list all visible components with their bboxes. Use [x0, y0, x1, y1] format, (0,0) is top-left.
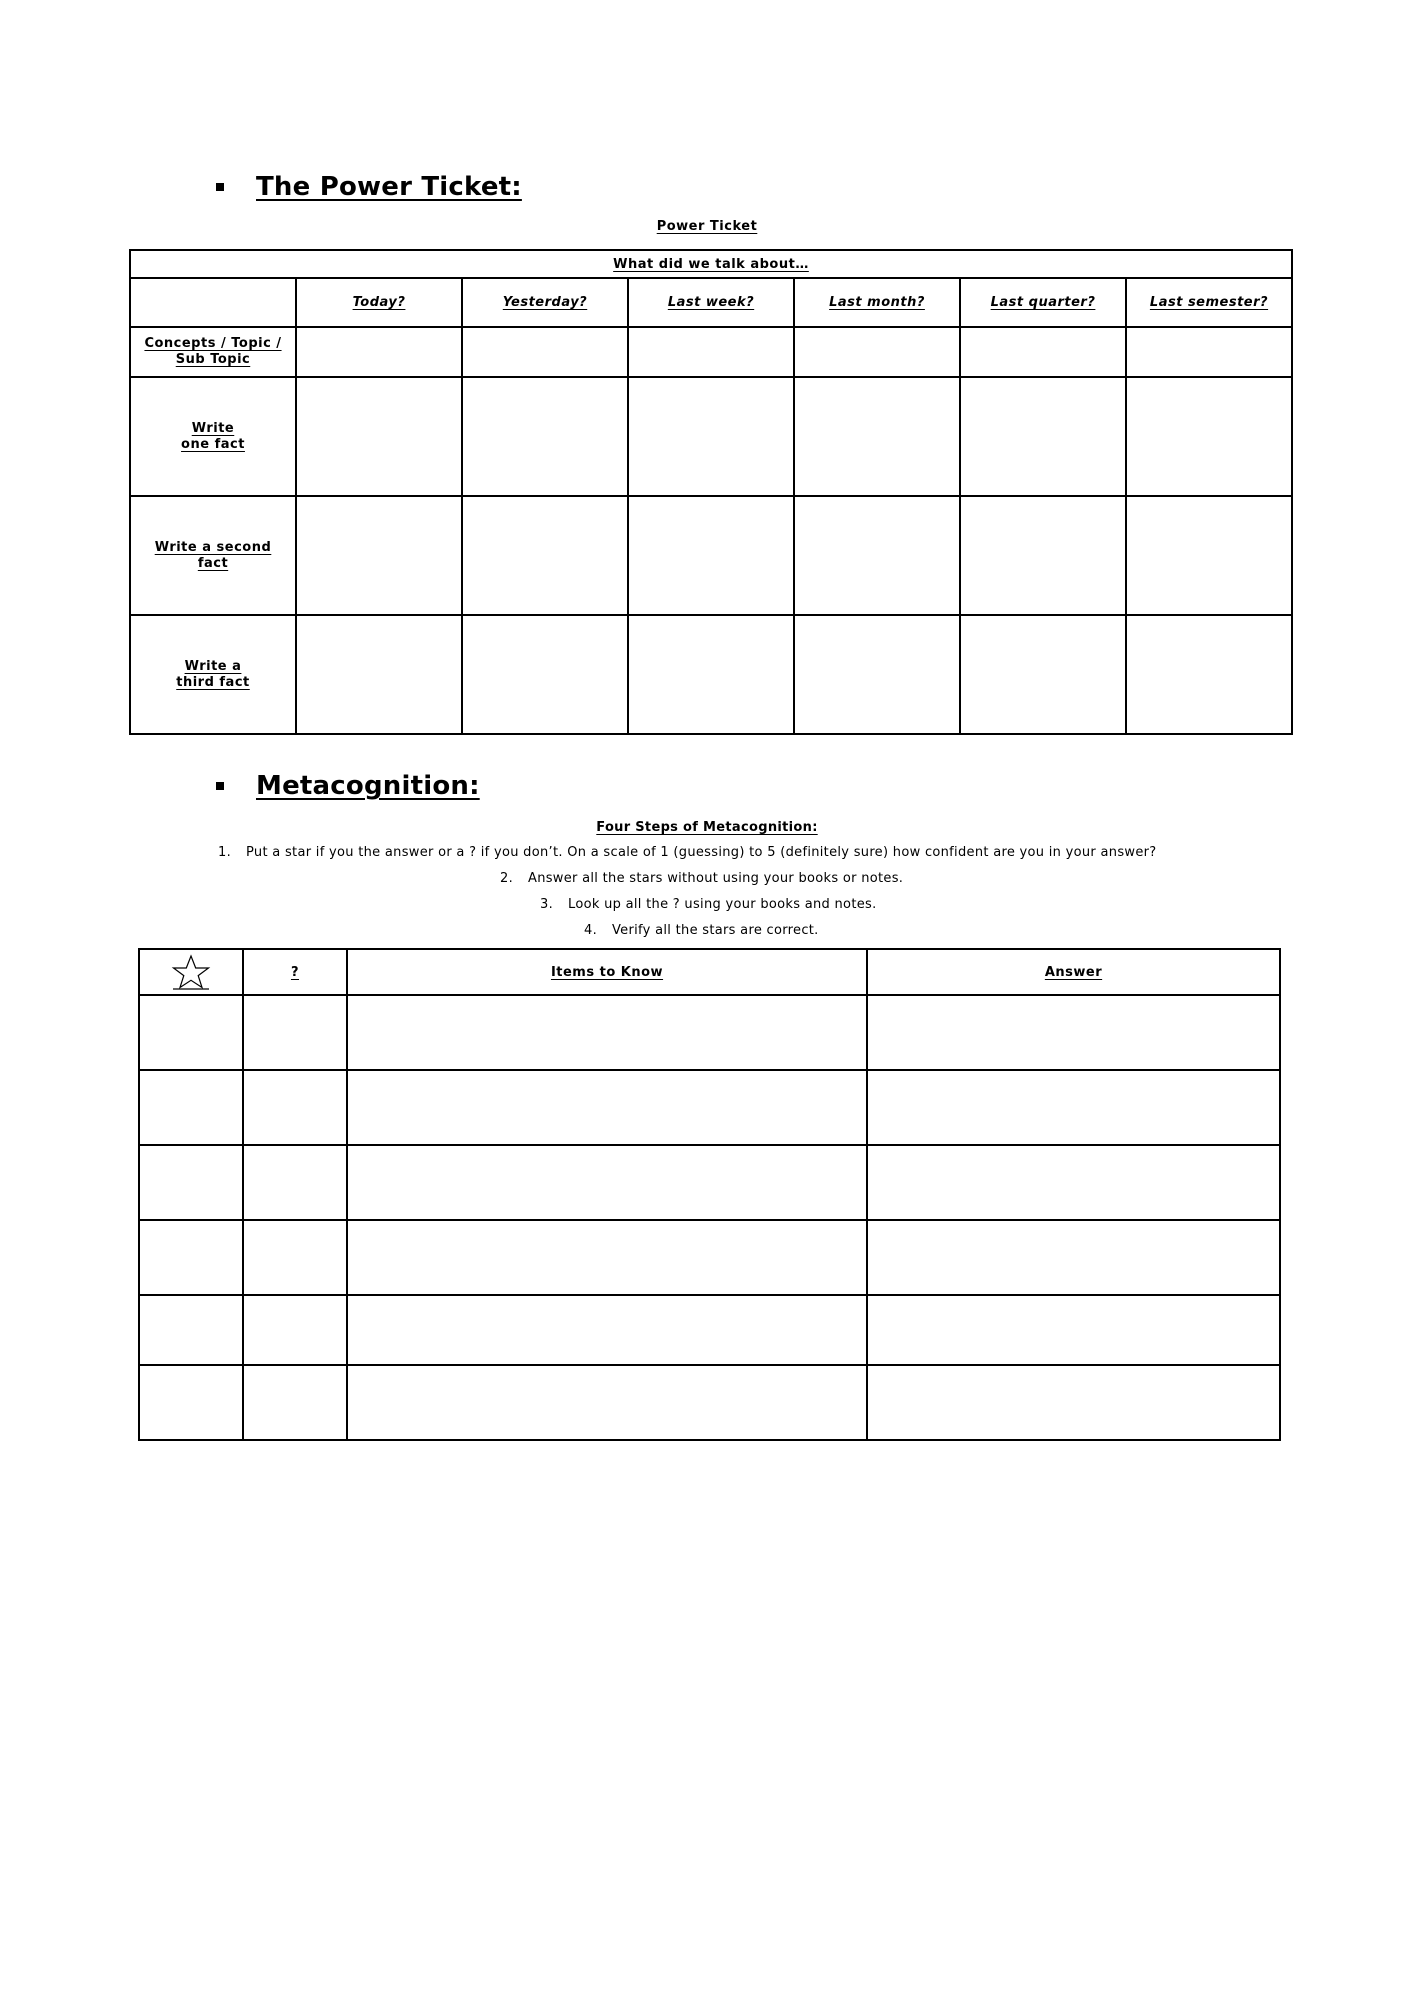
row-label-line: Sub Topic [175, 352, 251, 367]
blank-cell[interactable] [794, 377, 960, 496]
blank-cell[interactable] [139, 1070, 243, 1145]
blank-cell[interactable] [296, 377, 462, 496]
row-label-concepts [130, 327, 296, 377]
blank-cell[interactable] [347, 995, 867, 1070]
blank-cell[interactable] [139, 1145, 243, 1220]
step-text: Answer all the stars without using your books or notes. [528, 871, 904, 886]
blank-cell[interactable] [462, 496, 628, 615]
step-text: Look up all the ? using your books and notes. [568, 897, 877, 912]
step-text: Verify all the stars are correct. [612, 923, 819, 938]
row-label-line: one fact [181, 436, 245, 452]
row-label-line: fact [197, 555, 229, 571]
step-number: 4. [584, 923, 598, 938]
blank-cell[interactable] [347, 1295, 867, 1365]
column-header-items-to-know: Items to Know [347, 949, 867, 995]
what-did-we-talk-about-header: What did we talk about… [130, 250, 1292, 278]
bullet-icon [216, 782, 224, 790]
corner-cell [130, 278, 296, 327]
step-text: Put a star if you the answer or a ? if you don’t. On a scale of 1 (guessing) to 5 (definitely sure) how confident are you in your answer? [246, 845, 1157, 860]
steps-title: Four Steps of Metacognition: [596, 820, 818, 835]
step-item [0, 845, 1414, 871]
blank-cell[interactable] [243, 1070, 347, 1145]
table-row [139, 1295, 1280, 1365]
blank-cell[interactable] [867, 1145, 1280, 1220]
blank-cell[interactable] [296, 496, 462, 615]
blank-cell[interactable] [867, 1365, 1280, 1440]
blank-cell[interactable] [347, 1145, 867, 1220]
step-number: 1. [218, 845, 232, 860]
row-label-line: third fact [176, 674, 250, 690]
row-label-fact-three [130, 615, 296, 734]
blank-cell[interactable] [243, 1295, 347, 1365]
blank-cell[interactable] [243, 1220, 347, 1295]
blank-cell[interactable] [139, 1365, 243, 1440]
metacognition-heading [216, 771, 480, 801]
row-label-fact-one [130, 377, 296, 496]
blank-cell[interactable] [296, 327, 462, 377]
blank-cell[interactable] [960, 327, 1126, 377]
star-outline-icon [139, 949, 243, 995]
row-label-line: Write a second [154, 539, 272, 555]
blank-cell[interactable] [794, 327, 960, 377]
blank-cell[interactable] [1126, 615, 1292, 734]
blank-cell[interactable] [139, 1220, 243, 1295]
blank-cell[interactable] [139, 1295, 243, 1365]
column-header-answer: Answer [867, 949, 1280, 995]
table-row [139, 995, 1280, 1070]
step-item [0, 923, 1414, 949]
step-number: 2. [500, 871, 514, 886]
row-label-line: Concepts / Topic / [144, 336, 282, 351]
table-row [139, 1365, 1280, 1440]
blank-cell[interactable] [243, 1365, 347, 1440]
blank-cell[interactable] [462, 327, 628, 377]
row-label-fact-two [130, 496, 296, 615]
column-header-question: ? [243, 949, 347, 995]
blank-cell[interactable] [628, 496, 794, 615]
column-header-today: Today? [296, 278, 462, 327]
blank-cell[interactable] [1126, 327, 1292, 377]
blank-cell[interactable] [139, 995, 243, 1070]
blank-cell[interactable] [296, 615, 462, 734]
power-ticket-heading [216, 172, 522, 202]
column-header-last-week: Last week? [628, 278, 794, 327]
column-header-yesterday: Yesterday? [462, 278, 628, 327]
blank-cell[interactable] [243, 1145, 347, 1220]
blank-cell[interactable] [867, 995, 1280, 1070]
blank-cell[interactable] [960, 496, 1126, 615]
step-number: 3. [540, 897, 554, 912]
blank-cell[interactable] [462, 377, 628, 496]
table-row [130, 377, 1292, 496]
blank-cell[interactable] [1126, 377, 1292, 496]
column-header-last-quarter: Last quarter? [960, 278, 1126, 327]
blank-cell[interactable] [628, 377, 794, 496]
row-label-line: Write [191, 420, 235, 436]
blank-cell[interactable] [960, 615, 1126, 734]
bullet-icon [216, 183, 224, 191]
blank-cell[interactable] [628, 327, 794, 377]
table-row [130, 327, 1292, 377]
table-row [130, 496, 1292, 615]
metacognition-steps [0, 820, 1414, 949]
blank-cell[interactable] [1126, 496, 1292, 615]
table-row [139, 1070, 1280, 1145]
table-row [139, 1220, 1280, 1295]
column-header-last-semester: Last semester? [1126, 278, 1292, 327]
step-item [0, 871, 1414, 897]
blank-cell[interactable] [867, 1220, 1280, 1295]
blank-cell[interactable] [628, 615, 794, 734]
blank-cell[interactable] [243, 995, 347, 1070]
blank-cell[interactable] [347, 1365, 867, 1440]
blank-cell[interactable] [347, 1220, 867, 1295]
blank-cell[interactable] [794, 615, 960, 734]
blank-cell[interactable] [867, 1070, 1280, 1145]
power-ticket-heading-text: The Power Ticket: [256, 172, 522, 202]
power-ticket-caption: Power Ticket [656, 219, 758, 234]
blank-cell[interactable] [794, 496, 960, 615]
blank-cell[interactable] [867, 1295, 1280, 1365]
metacognition-heading-text: Metacognition: [256, 771, 480, 801]
table-row [130, 615, 1292, 734]
blank-cell[interactable] [347, 1070, 867, 1145]
column-header-last-month: Last month? [794, 278, 960, 327]
metacognition-table [138, 948, 1281, 1441]
blank-cell[interactable] [462, 615, 628, 734]
table-row [139, 1145, 1280, 1220]
row-label-line: Write a [184, 658, 242, 674]
step-item [0, 897, 1414, 923]
blank-cell[interactable] [960, 377, 1126, 496]
power-ticket-table [129, 249, 1293, 735]
